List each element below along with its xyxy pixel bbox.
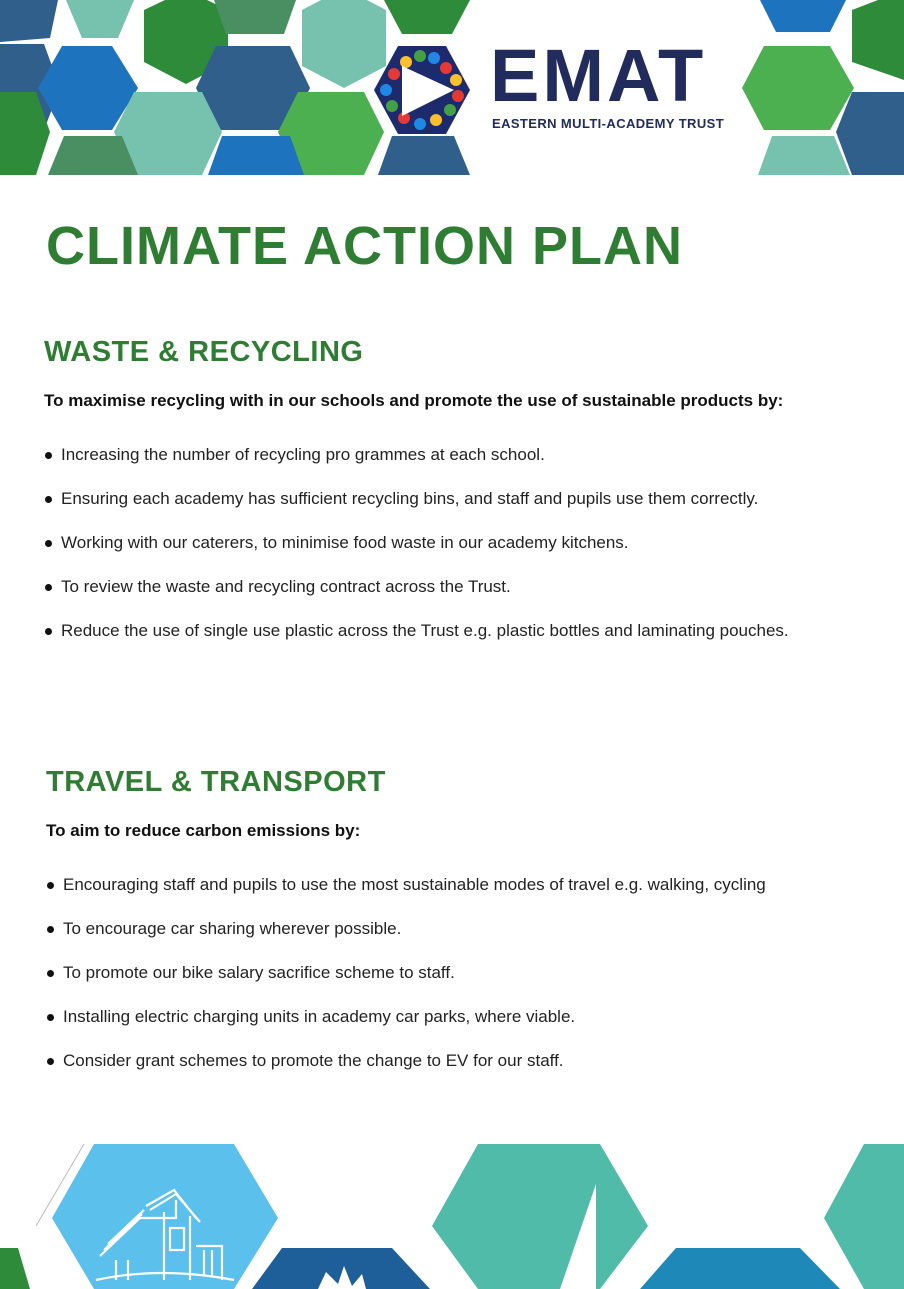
section-heading: WASTE & RECYCLING bbox=[44, 336, 364, 368]
bullet-icon bbox=[45, 540, 52, 547]
emat-subtitle: EASTERN MULTI-ACADEMY TRUST bbox=[492, 116, 725, 131]
list-item: Installing electric charging units in academy car parks, where viable. bbox=[46, 1006, 866, 1028]
footer-hexagon-pattern bbox=[0, 1130, 904, 1289]
list-item: Working with our caterers, to minimise food waste in our academy kitchens. bbox=[44, 532, 864, 554]
emat-wordmark: EMAT bbox=[490, 34, 707, 117]
emat-play-hexagon-icon bbox=[372, 44, 472, 136]
bullet-list bbox=[46, 874, 866, 1072]
bullet-icon bbox=[47, 882, 54, 889]
list-item: To review the waste and recycling contract across the Trust. bbox=[44, 576, 864, 598]
list-item: Increasing the number of recycling pro grammes at each school. bbox=[44, 444, 864, 466]
list-item: Reduce the use of single use plastic across the Trust e.g. plastic bottles and laminating pouches. bbox=[44, 620, 864, 642]
footer-hexagon-band bbox=[0, 1130, 904, 1289]
header-hexagon-band bbox=[0, 0, 904, 175]
bullet-icon bbox=[47, 1014, 54, 1021]
bullet-icon bbox=[45, 496, 52, 503]
emat-logo bbox=[372, 34, 752, 140]
list-item: Ensuring each academy has sufficient recycling bins, and staff and pupils use them correctly. bbox=[44, 488, 864, 510]
bullet-list bbox=[44, 444, 864, 642]
list-item: To promote our bike salary sacrifice scheme to staff. bbox=[46, 962, 866, 984]
bullet-icon bbox=[45, 452, 52, 459]
section-heading: TRAVEL & TRANSPORT bbox=[46, 766, 386, 798]
section-travel-transport bbox=[46, 764, 866, 1094]
section-intro: To maximise recycling with in our schools and promote the use of sustainable products by: bbox=[44, 391, 784, 410]
bullet-icon bbox=[45, 584, 52, 591]
section-intro: To aim to reduce carbon emissions by: bbox=[46, 821, 361, 840]
list-item: Encouraging staff and pupils to use the most sustainable modes of travel e.g. walking, cycling bbox=[46, 874, 866, 896]
bullet-icon bbox=[47, 926, 54, 933]
page-title: CLIMATE ACTION PLAN bbox=[46, 216, 683, 276]
list-item: To encourage car sharing wherever possible. bbox=[46, 918, 866, 940]
section-waste-recycling bbox=[44, 334, 864, 664]
bullet-icon bbox=[45, 628, 52, 635]
bullet-icon bbox=[47, 970, 54, 977]
list-item: Consider grant schemes to promote the change to EV for our staff. bbox=[46, 1050, 866, 1072]
bullet-icon bbox=[47, 1058, 54, 1065]
